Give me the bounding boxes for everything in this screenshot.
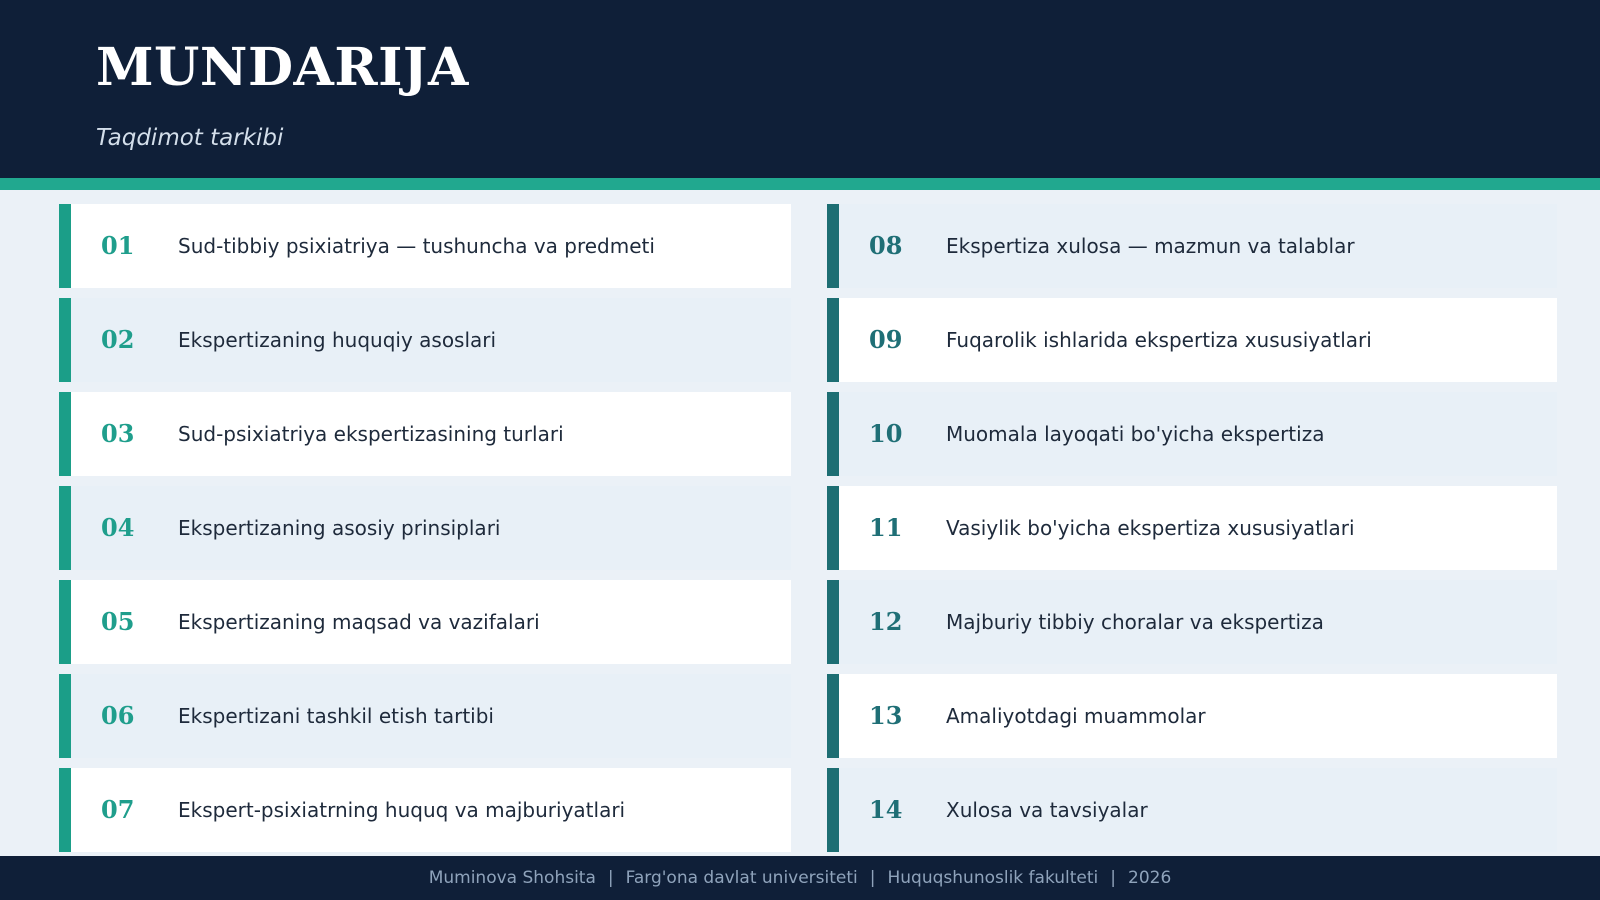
toc-item-number: 01 bbox=[101, 231, 135, 260]
toc-item[interactable] bbox=[827, 486, 1557, 570]
footer bbox=[0, 856, 1600, 900]
footer-university: Farg'ona davlat universiteti bbox=[625, 868, 858, 888]
toc-item-title: Ekspertizaning asosiy prinsiplari bbox=[178, 516, 501, 540]
toc-item-number: 08 bbox=[869, 231, 903, 260]
toc-item-number: 07 bbox=[101, 795, 135, 824]
toc-item-title: Xulosa va tavsiyalar bbox=[946, 798, 1148, 822]
toc-item-title: Amaliyotdagi muammolar bbox=[946, 704, 1206, 728]
toc-item-number: 10 bbox=[869, 419, 903, 448]
toc-item-title: Vasiylik bo'yicha ekspertiza xususiyatlari bbox=[946, 516, 1355, 540]
toc-item-number: 03 bbox=[101, 419, 135, 448]
footer-faculty: Huquqshunoslik fakulteti bbox=[887, 868, 1099, 888]
toc-item-title: Muomala layoqati bo'yicha ekspertiza bbox=[946, 422, 1325, 446]
header bbox=[0, 0, 1600, 178]
footer-separator: | bbox=[607, 868, 614, 888]
toc-item-number: 13 bbox=[869, 701, 903, 730]
toc-item-number: 02 bbox=[101, 325, 135, 354]
toc-item-title: Majburiy tibbiy choralar va ekspertiza bbox=[946, 610, 1324, 634]
toc-item[interactable] bbox=[59, 204, 791, 288]
toc-item-number: 14 bbox=[869, 795, 903, 824]
footer-author: Muminova Shohsita bbox=[428, 868, 596, 888]
toc-item[interactable] bbox=[827, 580, 1557, 664]
toc-item-title: Ekspertizaning maqsad va vazifalari bbox=[178, 610, 540, 634]
toc-item[interactable] bbox=[59, 486, 791, 570]
toc-item[interactable] bbox=[59, 298, 791, 382]
toc-item-title: Fuqarolik ishlarida ekspertiza xususiyatlari bbox=[946, 328, 1372, 352]
page-subtitle: Taqdimot tarkibi bbox=[96, 125, 284, 151]
toc-item[interactable] bbox=[827, 298, 1557, 382]
toc-item-number: 09 bbox=[869, 325, 903, 354]
toc-item-title: Sud-psixiatriya ekspertizasining turlari bbox=[178, 422, 564, 446]
toc-item-title: Ekspertiza xulosa — mazmun va talablar bbox=[946, 234, 1355, 258]
toc-item[interactable] bbox=[59, 580, 791, 664]
toc-item[interactable] bbox=[827, 768, 1557, 852]
toc-item[interactable] bbox=[827, 392, 1557, 476]
toc-item-number: 12 bbox=[869, 607, 903, 636]
toc-item-number: 04 bbox=[101, 513, 135, 542]
toc-item[interactable] bbox=[59, 392, 791, 476]
footer-year: 2026 bbox=[1128, 868, 1172, 888]
toc-item[interactable] bbox=[59, 674, 791, 758]
footer-separator: | bbox=[1110, 868, 1117, 888]
toc-item-title: Ekspert-psixiatrning huquq va majburiyatlari bbox=[178, 798, 626, 822]
page-title: MUNDARIJA bbox=[96, 37, 469, 98]
toc-item-title: Ekspertizani tashkil etish tartibi bbox=[178, 704, 494, 728]
toc-item[interactable] bbox=[59, 768, 791, 852]
toc-item-number: 05 bbox=[101, 607, 135, 636]
toc-item-number: 11 bbox=[869, 513, 903, 542]
footer-separator: | bbox=[869, 868, 876, 888]
toc-item[interactable] bbox=[827, 204, 1557, 288]
toc-item-title: Ekspertizaning huquqiy asoslari bbox=[178, 328, 497, 352]
toc-item[interactable] bbox=[827, 674, 1557, 758]
toc-item-title: Sud-tibbiy psixiatriya — tushuncha va predmeti bbox=[178, 234, 655, 258]
toc-item-number: 06 bbox=[101, 701, 135, 730]
table-of-contents bbox=[0, 204, 1600, 856]
accent-bar bbox=[0, 178, 1600, 190]
